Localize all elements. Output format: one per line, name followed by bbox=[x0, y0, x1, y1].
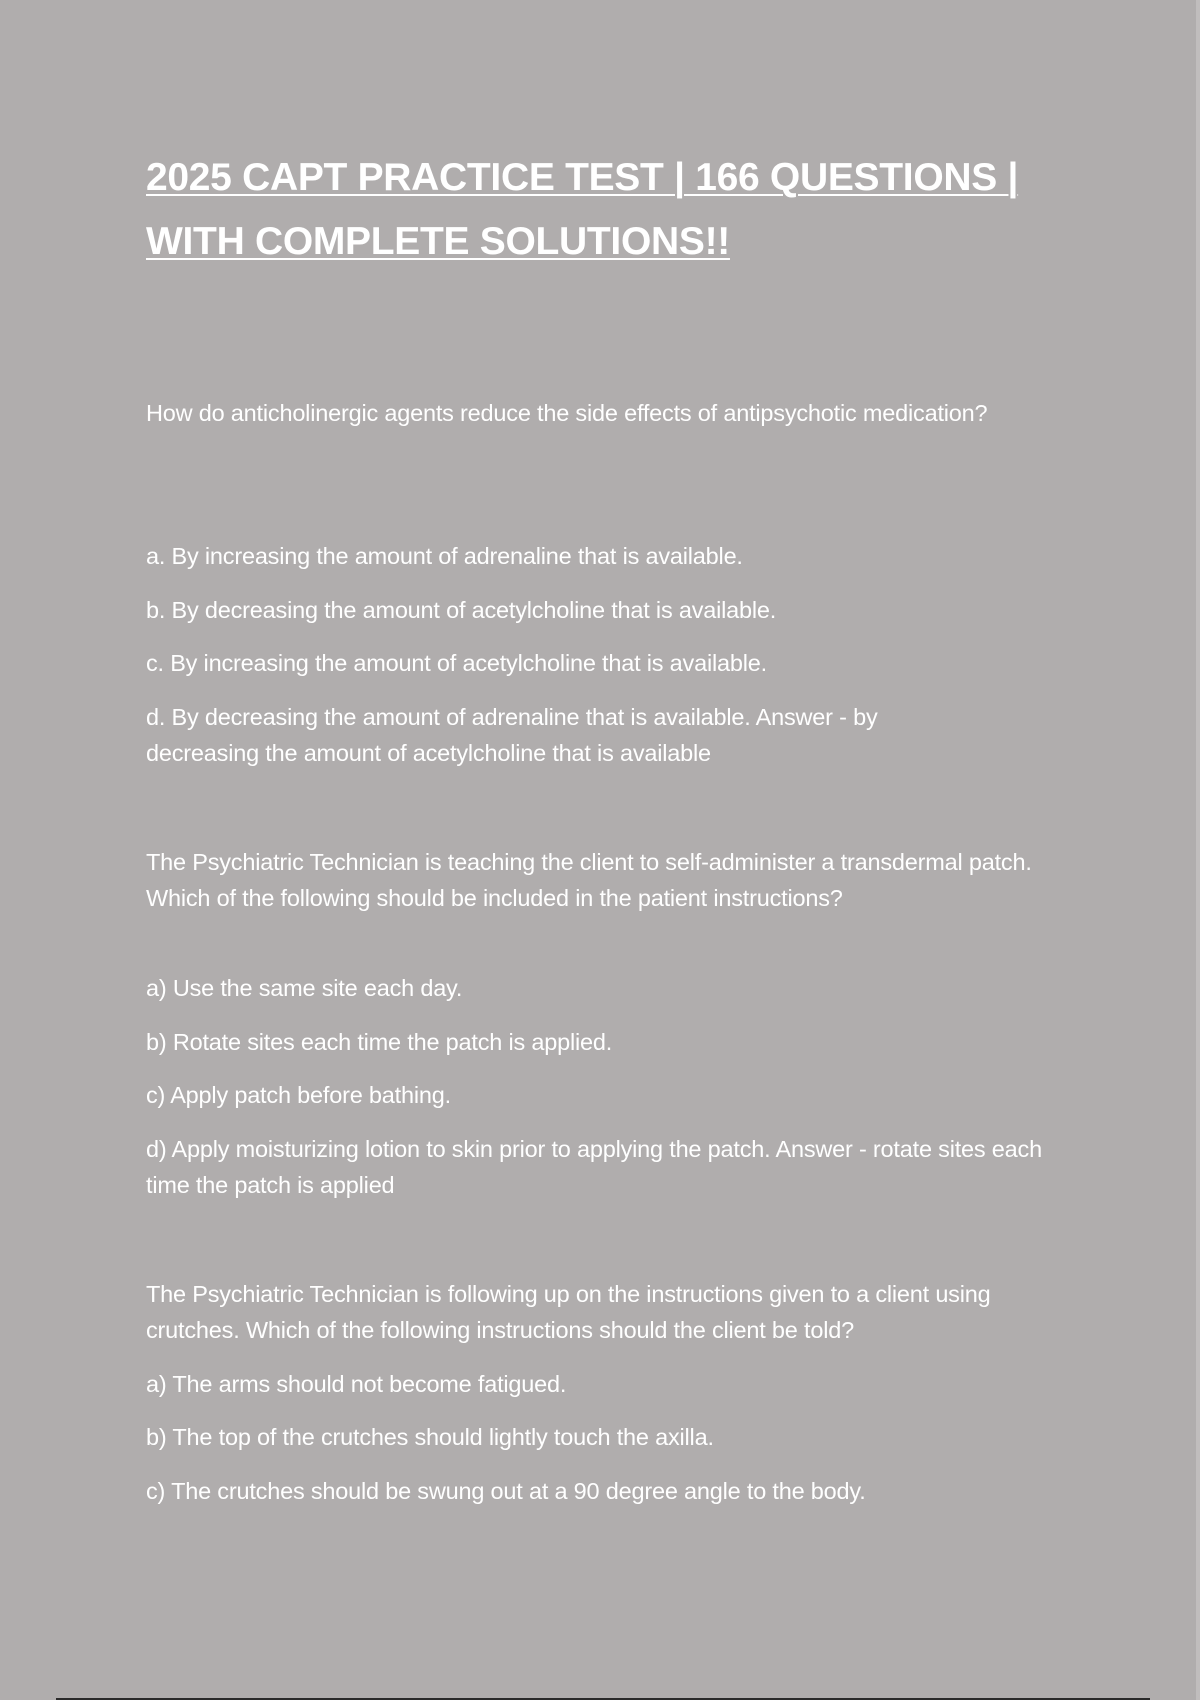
question-3-options bbox=[146, 1366, 1066, 1509]
question-1 bbox=[146, 395, 1066, 431]
question-1-option-c: c. By increasing the amount of acetylcholine that is available. bbox=[146, 650, 767, 676]
question-1-option-b: b. By decreasing the amount of acetylcholine that is available. bbox=[146, 597, 777, 623]
question-3-option-a: a) The arms should not become fatigued. bbox=[146, 1371, 567, 1397]
question-1-stem: How do anticholinergic agents reduce the side effects of antipsychotic medication? bbox=[146, 400, 988, 426]
question-3-option-b: b) The top of the crutches should lightly touch the axilla. bbox=[146, 1424, 714, 1450]
question-2-option-d: d) Apply moisturizing lotion to skin prior to applying the patch. Answer - rotate sites each time the patch is applied bbox=[146, 1136, 1042, 1198]
question-2-option-b: b) Rotate sites each time the patch is applied. bbox=[146, 1029, 613, 1055]
question-2-options bbox=[146, 970, 1066, 1203]
question-2-option-c: c) Apply patch before bathing. bbox=[146, 1082, 451, 1108]
question-1-option-a: a. By increasing the amount of adrenaline that is available. bbox=[146, 543, 743, 569]
question-2-option-a: a) Use the same site each day. bbox=[146, 975, 463, 1001]
question-2-stem: The Psychiatric Technician is teaching the client to self-administer a transdermal patch. Which of the following should be included in the patient instructions? bbox=[146, 849, 1032, 911]
question-1-option-d: d. By decreasing the amount of adrenaline that is available. Answer - by decreasing the amount of acetylcholine that is available bbox=[146, 704, 878, 766]
question-3-option-c: c) The crutches should be swung out at a 90 degree angle to the body. bbox=[146, 1478, 866, 1504]
question-3 bbox=[146, 1276, 1066, 1348]
document-title: 2025 CAPT PRACTICE TEST | 166 QUESTIONS | WITH COMPLETE SOLUTIONS!! bbox=[146, 156, 1019, 263]
question-1-options bbox=[146, 538, 1066, 771]
question-2 bbox=[146, 844, 1066, 916]
question-3-stem: The Psychiatric Technician is following up on the instructions given to a client using crutches. Which of the following instructions should the client be told? bbox=[146, 1281, 991, 1343]
page-edge bbox=[1196, 0, 1200, 1700]
